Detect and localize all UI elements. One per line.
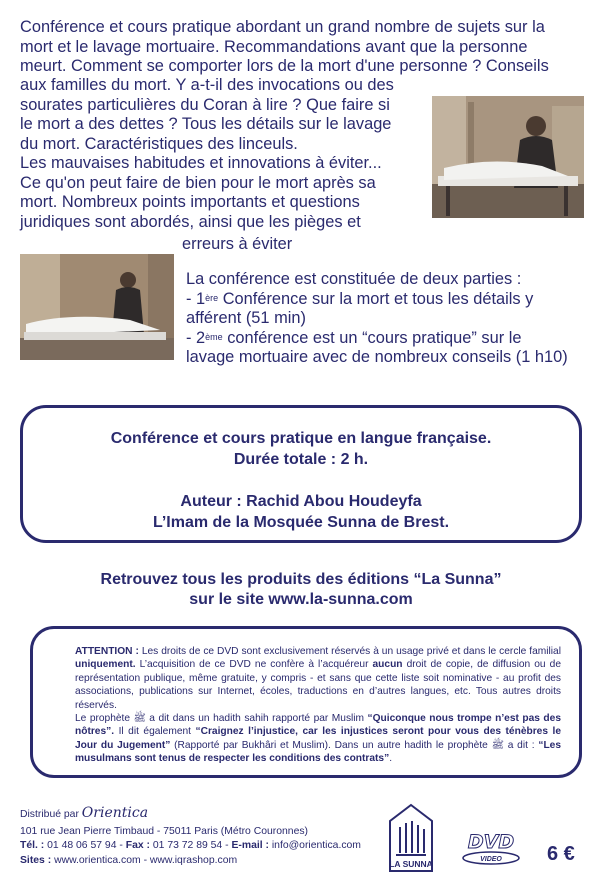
part1-prefix: - 1 <box>186 289 206 308</box>
warning-bold: “Craignez l’injustice, car les injustices seront pour vous des ténèbres le Jour du Jugement” <box>75 726 561 751</box>
dvd-logo-text: DVD <box>467 831 515 853</box>
desc-line: sourates particulières du Coran à lire ? Que faire si <box>20 95 390 114</box>
desc-line: Conférence et cours pratique abordant un grand nombre de sujets sur la <box>20 18 545 36</box>
warning-text: droit de copie, de diffusion ou de représentation publique, même gratuite, y compris - et sans que cette liste soit nominative - au profit des associations, publications sur Internet, écoles, traductions en d’autres langues, etc. Tous autres droits réservés. <box>75 659 561 711</box>
desc-line: meurt. Comment se comporter lors de la mort d'une personne ? Conseils <box>20 57 549 75</box>
part1-line <box>186 290 584 310</box>
warning-bold: “Quiconque nous trompe n’est pas des nôtres”. <box>75 713 561 738</box>
warning-bold: aucun <box>372 659 403 671</box>
tel-value: 01 48 06 57 94 - <box>44 840 126 852</box>
distributor-label: Distribué par <box>20 809 82 820</box>
parts-intro: La conférence est constituée de deux parties : <box>186 270 522 288</box>
fax-label: Fax : <box>125 840 150 852</box>
warning-text: . <box>389 753 393 765</box>
part1-sup: ère <box>205 292 219 303</box>
warning-bold: “Les musulmans sont tenus de respecter les conditions des contrats” <box>75 739 561 765</box>
author-line: Auteur : Rachid Abou Houdeyfa <box>180 493 422 510</box>
distributor-line <box>20 806 361 822</box>
part2-text: conférence est un “cours pratique” sur le <box>222 328 522 347</box>
footer-contact <box>20 806 361 868</box>
info-line: Conférence et cours pratique en langue française. <box>110 430 492 447</box>
part1-line2: afférent (51 min) <box>186 309 306 327</box>
lecture-photo-left <box>20 254 174 360</box>
sites-line <box>20 854 361 868</box>
part2-sup: ème <box>205 331 223 342</box>
warning-paragraph-1 <box>75 645 561 712</box>
warning-text: Il dit également <box>114 726 196 738</box>
desc-line: mort et le lavage mortuaire. Recommandations avant que la personne <box>20 37 528 56</box>
email-label: E-mail : <box>231 840 269 852</box>
la-sunna-logo-text: LA SUNNA <box>389 859 433 869</box>
author-title-line: L’Imam de la Mosquée Sunna de Brest. <box>152 514 450 531</box>
price-label: 6 € <box>547 843 575 865</box>
fax-value: 01 73 72 89 54 - <box>149 840 232 852</box>
dvd-video-logo-icon <box>456 828 526 866</box>
warning-text: Les droits de ce DVD sont exclusivement réservés à un usage privé et dans le cercle familial <box>138 646 561 657</box>
tel-label: Tél. : <box>20 840 45 852</box>
desc-line: juridiques sont abordés, ainsi que les pièges et <box>20 212 361 231</box>
warning-text: Le prophète ﷺ a dit dans un hadith sahih rapporté par Muslim <box>75 713 368 725</box>
email-value: info@orientica.com <box>268 840 361 852</box>
description-left <box>20 76 424 232</box>
sites-label: Sites : <box>20 854 52 866</box>
part2-line2: lavage mortuaire avec de nombreux conseils (1 h10) <box>186 348 568 366</box>
warning-label: ATTENTION : <box>75 646 139 657</box>
video-logo-text: VIDEO <box>480 856 502 863</box>
promo-text <box>20 570 582 610</box>
distributor-brand: Orientica <box>81 805 149 821</box>
lecture-photo-right <box>432 96 584 218</box>
address-line: 101 rue Jean Pierre Timbaud - 75011 Paris (Métro Couronnes) <box>20 826 309 838</box>
warning-box <box>30 626 582 778</box>
promo-line: Retrouvez tous les produits des éditions “La Sunna” <box>100 571 502 588</box>
description-top <box>20 18 584 77</box>
desc-line: du mort. Caractéristiques des linceuls. <box>20 134 298 153</box>
promo-line: sur le site www.la-sunna.com <box>189 591 413 608</box>
phone-line <box>20 839 361 853</box>
warning-text: (Rapporté par Bukhâri et Muslim). Dans un autre hadith le prophète ﷺ a dit : <box>170 739 539 751</box>
desc-line: Ce qu'on peut faire de bien pour le mort après sa <box>20 173 376 192</box>
desc-line: le mort a des dettes ? Tous les détails sur le lavage <box>20 115 392 133</box>
warning-bold: uniquement. <box>75 659 136 671</box>
part1-text: Conférence sur la mort et tous les détails y <box>218 289 534 308</box>
la-sunna-logo-icon <box>386 803 436 873</box>
part2-prefix: - 2 <box>186 328 206 347</box>
part2-line <box>186 329 584 349</box>
warning-paragraph-2 <box>75 712 561 766</box>
desc-line: aux familles du mort. Y a-t-il des invocations ou des <box>20 76 394 94</box>
info-box <box>20 405 582 543</box>
desc-line: Les mauvaises habitudes et innovations à éviter... <box>20 154 382 172</box>
sites-value: www.orientica.com - www.iqrashop.com <box>51 854 238 866</box>
desc-line: erreurs à éviter <box>182 235 293 253</box>
description-parts <box>186 270 584 368</box>
info-line: Durée totale : 2 h. <box>233 451 369 468</box>
warning-text: L’acquisition de ce DVD ne confère à l’acquéreur <box>135 659 373 671</box>
description-bottom <box>182 235 424 255</box>
desc-line: mort. Nombreux points importants et questions <box>20 193 360 211</box>
